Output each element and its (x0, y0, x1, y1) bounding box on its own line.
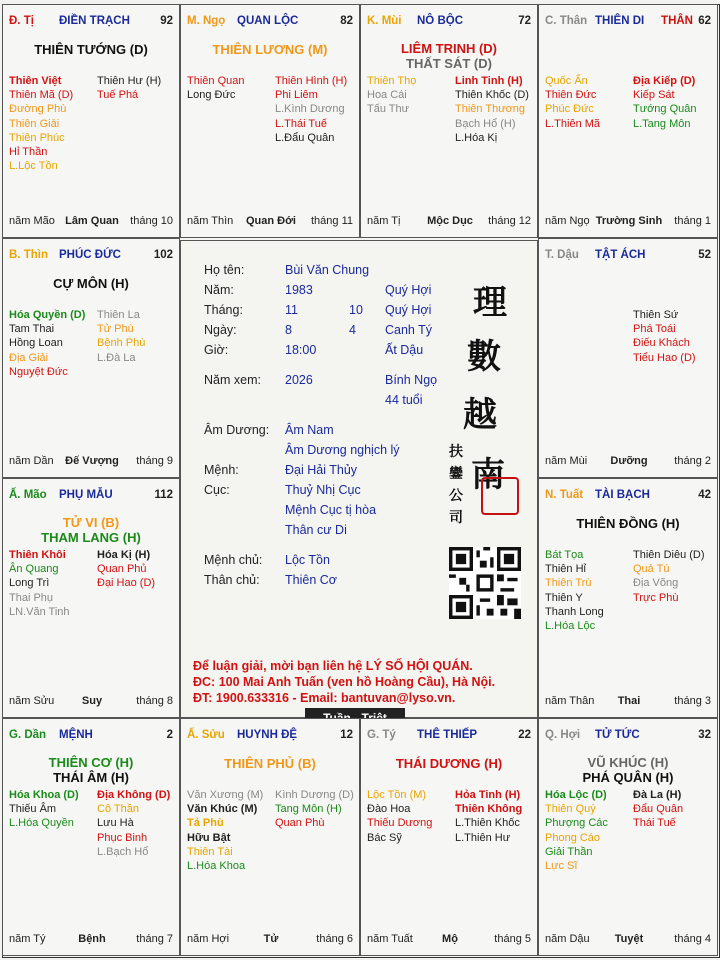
minor-star: Thiên Thọ (367, 75, 417, 87)
value-ngay-can: Canh Tý (385, 323, 433, 337)
value-am-duong-2: Âm Dương nghịch lý (285, 443, 400, 457)
minor-star: Đường Phù (9, 103, 67, 116)
palace-ngo (180, 4, 360, 238)
minor-star: L.Kình Dương (275, 103, 345, 116)
footer-stage: Dưỡng (610, 455, 648, 467)
minor-star: Địa Kiếp (D) (633, 75, 696, 87)
value-am-duong: Âm Nam (285, 423, 334, 437)
palace-number: 12 (340, 729, 353, 741)
palace-number: 42 (698, 489, 711, 501)
palace-position: G. Dần (9, 729, 47, 741)
minor-star: Thiên Việt (9, 75, 62, 87)
minor-star: Quốc Ấn (545, 75, 588, 87)
value-ngay: 8 (285, 323, 292, 337)
palace-footer (367, 215, 533, 229)
minor-star: Hóa Kị (H) (97, 549, 151, 561)
minor-star: Thái Tuế (633, 817, 676, 830)
seal-char-3: 公 (449, 488, 463, 504)
minor-star: Thiên Đức (545, 89, 597, 102)
minor-star: Kiếp Sát (633, 89, 675, 102)
minor-star: Thiếu Dương (367, 817, 433, 830)
label-menh-chu: Mệnh chủ: (204, 553, 263, 567)
seal-char-2: 鑾 (449, 466, 463, 482)
minor-star: Bệnh Phù (97, 337, 146, 350)
minor-star: L.Tang Môn (633, 117, 691, 130)
second-main-star: THÁI ÂM (H) (53, 770, 129, 785)
main-star: LIÊM TRINH (D) (400, 41, 498, 56)
minor-star: LN.Văn Tinh (9, 605, 70, 618)
palace-number: 82 (340, 15, 353, 27)
palace-header (187, 15, 355, 31)
palace-name: PHỤ MẪU (59, 489, 113, 501)
palace-header (9, 249, 175, 265)
minor-star: Tuế Phá (97, 89, 139, 102)
value-gio: 18:00 (285, 343, 317, 357)
minor-star: Thiên Tài (187, 845, 233, 858)
minor-star: Thiên Y (545, 591, 583, 604)
main-star: THIÊN TƯỚNG (D) (34, 42, 148, 57)
palace-position: N. Tuất (545, 489, 584, 501)
footer-year: năm Tý (9, 933, 46, 945)
minor-star: Hỏa Tinh (H) (455, 789, 521, 801)
value-nam-xem: 2026 (285, 373, 313, 387)
minor-star: Tướng Quân (633, 103, 697, 116)
minor-star: Cô Thần (97, 803, 139, 816)
qr-code (449, 547, 521, 619)
palace-footer (9, 455, 175, 469)
minor-star: Thiên Phúc (9, 131, 65, 144)
value-ngay-al: 4 (349, 323, 356, 337)
label-ho-ten: Họ tên: (204, 263, 245, 277)
left-star-list (9, 788, 79, 831)
value-thang: 11 (285, 303, 298, 317)
minor-star: Quả Tú (633, 563, 670, 576)
right-star-list (97, 548, 155, 591)
minor-star: Tiểu Hao (D) (633, 351, 696, 364)
palace-position: G. Tý (367, 729, 396, 741)
seal-char-1: 扶 (449, 444, 463, 460)
palace-header (367, 15, 533, 31)
palace-name: NÔ BỘC (417, 15, 463, 27)
minor-star: Thiên Không (455, 803, 523, 816)
minor-star: Hóa Lộc (D) (545, 789, 607, 801)
palace-header (545, 15, 713, 31)
palace-than (538, 4, 718, 238)
second-main-star: THAM LANG (H) (41, 530, 141, 545)
minor-star: L.Thiên Mã (545, 117, 601, 130)
minor-star: L.Đẩu Quân (275, 131, 335, 144)
footer-month: tháng 12 (488, 215, 531, 227)
minor-star: Thiên La (97, 309, 140, 321)
main-star: CỰ MÔN (H) (53, 276, 129, 291)
left-star-list (187, 788, 263, 873)
minor-star: L.Hóa Lộc (545, 620, 596, 633)
value-cuc: Thuỷ Nhị Cục (285, 483, 361, 497)
palace-position: Q. Hợi (545, 729, 581, 741)
footer-year: năm Tuất (367, 933, 413, 945)
footer-month: tháng 4 (674, 933, 711, 945)
red-seal-stamp (481, 477, 519, 515)
palace-name: ĐIỀN TRẠCH (59, 15, 130, 27)
palace-number: 102 (153, 249, 173, 261)
footer-month: tháng 5 (494, 933, 531, 945)
label-gio: Giờ: (204, 343, 229, 357)
logo-char-4: 南 (471, 455, 505, 495)
minor-star: Địa Giải (9, 351, 49, 364)
main-star: THÁI DƯƠNG (H) (395, 756, 503, 771)
footer-stage: Lâm Quan (65, 215, 119, 227)
footer-stage: Tuyệt (614, 933, 644, 945)
palace-position: C. Thân (545, 15, 588, 27)
palace-name: QUAN LỘC (237, 15, 299, 27)
palace-name: HUYNH ĐỆ (237, 729, 298, 741)
palace-number: 2 (166, 729, 173, 741)
footer-year: năm Mùi (545, 455, 588, 467)
left-star-list (9, 74, 73, 173)
minor-star: Thiên Quan (187, 75, 245, 87)
palace-footer (545, 933, 713, 947)
minor-star: Bác Sỹ (367, 831, 402, 844)
contact-line-2: ĐC: 100 Mai Anh Tuấn (ven hồ Hoàng Cầu), Hà Nội. (193, 675, 496, 689)
minor-star: Thiên Hình (H) (275, 75, 348, 87)
footer-year: năm Hợi (187, 933, 230, 945)
minor-star: L.Lộc Tồn (9, 160, 58, 173)
palace-hoi (538, 718, 718, 956)
minor-star: Tả Phù (187, 817, 224, 830)
minor-star: Thiên Khốc (D) (455, 89, 529, 102)
footer-stage: Trường Sinh (595, 215, 663, 227)
minor-star: Thiên Giải (9, 117, 60, 130)
palace-header (367, 729, 533, 745)
footer-month: tháng 2 (674, 455, 711, 467)
minor-star: Địa Không (D) (97, 789, 171, 801)
palace-header (9, 489, 175, 505)
minor-star: Hữu Bật (187, 831, 231, 844)
minor-star: Đại Hao (D) (97, 577, 156, 590)
minor-star: Thiên Quý (545, 803, 596, 816)
palace-header (545, 489, 713, 505)
palace-position: Đ. Tị (9, 15, 34, 27)
contact-line-3: ĐT: 1900.633316 - Email: bantuvan@lyso.vn. (193, 691, 456, 705)
footer-month: tháng 10 (130, 215, 173, 227)
palace-footer (187, 933, 355, 947)
minor-star: Tang Môn (H) (275, 803, 342, 816)
label-am-duong: Âm Dương: (204, 423, 270, 437)
minor-star: Thiên Khôi (9, 549, 66, 561)
palace-suu (180, 718, 360, 956)
left-star-list (545, 74, 600, 131)
footer-stage: Mộ (442, 933, 458, 945)
left-star-list (545, 788, 608, 873)
minor-star: Linh Tinh (H) (455, 75, 523, 87)
logo-char-1: 理 (473, 283, 507, 323)
minor-star: L.Bạch Hổ (97, 845, 149, 858)
minor-star: Tấu Thư (367, 103, 410, 116)
label-thang: Tháng: (204, 303, 243, 317)
label-than-chu: Thân chủ: (204, 573, 260, 587)
minor-star: Nguyệt Đức (9, 365, 68, 378)
main-star: THIÊN LƯƠNG (M) (212, 42, 328, 57)
palace-footer (545, 695, 713, 709)
footer-month: tháng 6 (316, 933, 353, 945)
minor-star: Lực Sĩ (545, 860, 578, 873)
label-nam: Năm: (204, 283, 234, 297)
palace-number: 32 (698, 729, 711, 741)
palace-number: 72 (518, 15, 531, 27)
left-star-list (545, 548, 604, 633)
palace-number: 22 (518, 729, 531, 741)
minor-star: Tử Phù (97, 323, 134, 336)
palace-name: THÊ THIẾP (417, 729, 478, 741)
minor-star: Thanh Long (545, 605, 604, 618)
left-star-list (367, 788, 432, 845)
palace-name: THIÊN DI (595, 15, 645, 27)
right-star-list (97, 308, 145, 365)
footer-year: năm Dậu (545, 933, 590, 945)
value-ho-ten: Bùi Văn Chung (285, 263, 370, 277)
value-thang-can: Quý Hợi (385, 303, 432, 317)
palace-dau (538, 238, 718, 478)
minor-star: Quan Phủ (97, 563, 147, 576)
minor-star: Hoa Cái (367, 89, 407, 102)
label-nam-xem: Năm xem: (204, 373, 261, 387)
right-star-list (633, 308, 696, 365)
minor-star: Thiếu Âm (9, 803, 57, 816)
palace-thin (2, 238, 180, 478)
minor-star: Phong Cáo (545, 831, 601, 844)
palace-dan (2, 718, 180, 956)
minor-star: L.Hóa Khoa (187, 860, 246, 873)
second-main-star: THẤT SÁT (D) (406, 56, 492, 71)
value-gio-can: Ất Dậu (385, 343, 424, 357)
minor-star: Quan Phù (275, 817, 325, 830)
minor-star: Lưu Hà (97, 817, 134, 830)
value-nam-can: Quý Hợi (385, 283, 432, 297)
minor-star: Đào Hoa (367, 803, 411, 816)
palace-footer (367, 933, 533, 947)
value-nam-xem-can: Bính Ngọ (385, 373, 438, 387)
footer-month: tháng 1 (674, 215, 711, 227)
value-thang-al: 10 (349, 303, 363, 317)
minor-star: Lộc Tồn (M) (367, 789, 427, 801)
footer-year: năm Thân (545, 695, 595, 707)
palace-footer (545, 455, 713, 469)
minor-star: Đà La (H) (633, 789, 682, 801)
palace-ti (2, 4, 180, 238)
left-star-list (9, 548, 70, 619)
seal-char-4: 司 (449, 510, 463, 526)
palace-position: Ấ. Sửu (187, 729, 225, 741)
palace-number: 62 (698, 15, 711, 27)
footer-year: năm Tị (367, 215, 401, 227)
minor-star: Thiên Hư (H) (97, 75, 162, 87)
footer-month: tháng 8 (136, 695, 173, 707)
main-star: THIÊN ĐỒNG (H) (576, 516, 680, 531)
footer-year: năm Mão (9, 215, 55, 227)
footer-month: tháng 7 (136, 933, 173, 945)
footer-stage: Đế Vượng (65, 455, 119, 467)
footer-year: năm Dần (9, 455, 54, 467)
footer-year: năm Thìn (187, 215, 234, 227)
palace-mao (2, 478, 180, 718)
right-star-list (633, 788, 683, 831)
value-cuc-2: Mệnh Cục tị hòa (285, 503, 377, 517)
right-star-list (633, 74, 697, 131)
left-star-list (187, 74, 244, 102)
minor-star: Long Trì (9, 577, 50, 590)
palace-footer (545, 215, 713, 229)
main-star: TỬ VI (B) (62, 515, 120, 530)
palace-name: TÀI BẠCH (595, 489, 650, 501)
label-cuc: Cục: (204, 483, 230, 497)
palace-ty (360, 718, 538, 956)
value-than-chu: Thiên Cơ (285, 573, 337, 587)
palace-header (187, 729, 355, 745)
minor-star: Địa Võng (633, 577, 679, 590)
minor-star: Tam Thai (9, 323, 55, 336)
right-star-list (633, 548, 705, 605)
footer-month: tháng 9 (136, 455, 173, 467)
minor-star: Hỉ Thần (9, 146, 48, 159)
palace-header (9, 729, 175, 745)
minor-star: Thai Phụ (9, 591, 54, 604)
label-ngay: Ngày: (204, 323, 237, 337)
than-marker: THÂN (661, 15, 693, 27)
footer-stage: Bệnh (78, 933, 106, 945)
palace-name: TẬT ÁCH (595, 249, 646, 261)
footer-stage: Tử (263, 933, 279, 945)
palace-position: K. Mùi (367, 15, 402, 27)
minor-star: Thiên Hỉ (545, 563, 586, 576)
palace-name: MỆNH (59, 729, 93, 741)
main-star: THIÊN CƠ (H) (48, 755, 134, 770)
palace-name: PHÚC ĐỨC (59, 249, 121, 261)
minor-star: Giải Thần (545, 845, 593, 858)
minor-star: Trực Phù (633, 591, 679, 604)
palace-position: M. Ngọ (187, 15, 226, 27)
palace-footer (9, 933, 175, 947)
minor-star: Kình Dương (D) (275, 789, 354, 801)
footer-stage: Thai (617, 695, 641, 707)
minor-star: L.Đà La (97, 351, 136, 364)
footer-year: năm Ngọ (545, 215, 590, 227)
palace-footer (187, 215, 355, 229)
value-nam: 1983 (285, 283, 313, 297)
palace-header (545, 249, 713, 265)
footer-year: năm Sửu (9, 695, 55, 707)
right-star-list (97, 788, 170, 859)
minor-star: Phi Liêm (275, 89, 318, 102)
minor-star: Phá Toái (633, 323, 676, 336)
minor-star: L.Thiên Khốc (455, 817, 520, 830)
minor-star: L.Thiên Hư (455, 831, 511, 844)
minor-star: Hóa Khoa (D) (9, 789, 79, 801)
footer-stage: Mộc Dục (427, 215, 473, 227)
minor-star: L.Hóa Kị (455, 131, 498, 144)
palace-footer (9, 215, 175, 229)
minor-star: Thiên Diêu (D) (633, 549, 705, 561)
value-cuc-3: Thân cư Di (285, 523, 347, 537)
right-star-list (455, 788, 522, 845)
palace-footer (9, 695, 175, 709)
minor-star: Văn Xương (M) (187, 789, 264, 801)
label-menh: Mệnh: (204, 463, 239, 477)
logo-char-3: 越 (463, 395, 497, 435)
minor-star: Thiên Trù (545, 577, 592, 590)
palace-position: T. Dậu (545, 249, 579, 261)
minor-star: Bạch Hổ (H) (455, 117, 516, 130)
minor-star: Hồng Loan (9, 337, 63, 350)
main-star: THIÊN PHỦ (B) (224, 756, 316, 771)
minor-star: Bát Tọa (545, 549, 584, 561)
footer-stage: Suy (81, 695, 103, 707)
palace-mui (360, 4, 538, 238)
palace-number: 52 (698, 249, 711, 261)
minor-star: L.Thái Tuế (275, 117, 327, 130)
minor-star: Đẩu Quân (633, 803, 684, 816)
palace-header (545, 729, 713, 745)
logo-char-2: 數 (467, 337, 501, 377)
minor-star: Thiên Sứ (633, 309, 679, 321)
footer-month: tháng 3 (674, 695, 711, 707)
minor-star: Thiên Mã (D) (9, 89, 74, 102)
palace-number: 112 (154, 489, 173, 501)
left-star-list (9, 308, 85, 379)
palace-position: B. Thìn (9, 249, 48, 261)
right-star-list (97, 74, 161, 102)
minor-star: Điếu Khách (633, 337, 690, 350)
main-star: VŨ KHÚC (H) (587, 755, 669, 770)
footer-month: tháng 11 (310, 215, 353, 227)
contact-line-1: Để luận giải, mời bạn liên hệ LÝ SỐ HỘI QUÁN. (193, 659, 473, 673)
minor-star: Long Đức (187, 89, 236, 102)
minor-star: Văn Khúc (M) (187, 803, 258, 816)
minor-star: Phục Binh (97, 831, 148, 844)
second-main-star: PHÁ QUÂN (H) (582, 770, 674, 785)
value-tuoi: 44 tuổi (385, 393, 423, 407)
footer-stage: Quan Đới (246, 215, 296, 227)
palace-tuat (538, 478, 718, 718)
palace-header (9, 15, 175, 31)
palace-name: TỬ TỨC (595, 729, 640, 741)
minor-star: Phúc Đức (545, 103, 594, 116)
right-star-list (455, 74, 529, 145)
left-star-list (367, 74, 416, 117)
minor-star: Ân Quang (9, 563, 59, 576)
minor-star: Phượng Các (545, 817, 608, 830)
center-panel (180, 240, 538, 718)
value-menh-chu: Lộc Tồn (285, 553, 330, 567)
palace-position: Ấ. Mão (9, 489, 47, 501)
minor-star: Thiên Thương (455, 103, 526, 116)
value-menh: Đại Hải Thủy (285, 463, 358, 477)
minor-star: L.Hóa Quyền (9, 817, 74, 830)
right-star-list (275, 788, 354, 831)
right-star-list (275, 74, 347, 145)
minor-star: Hóa Quyền (D) (9, 309, 86, 321)
palace-number: 92 (160, 15, 173, 27)
